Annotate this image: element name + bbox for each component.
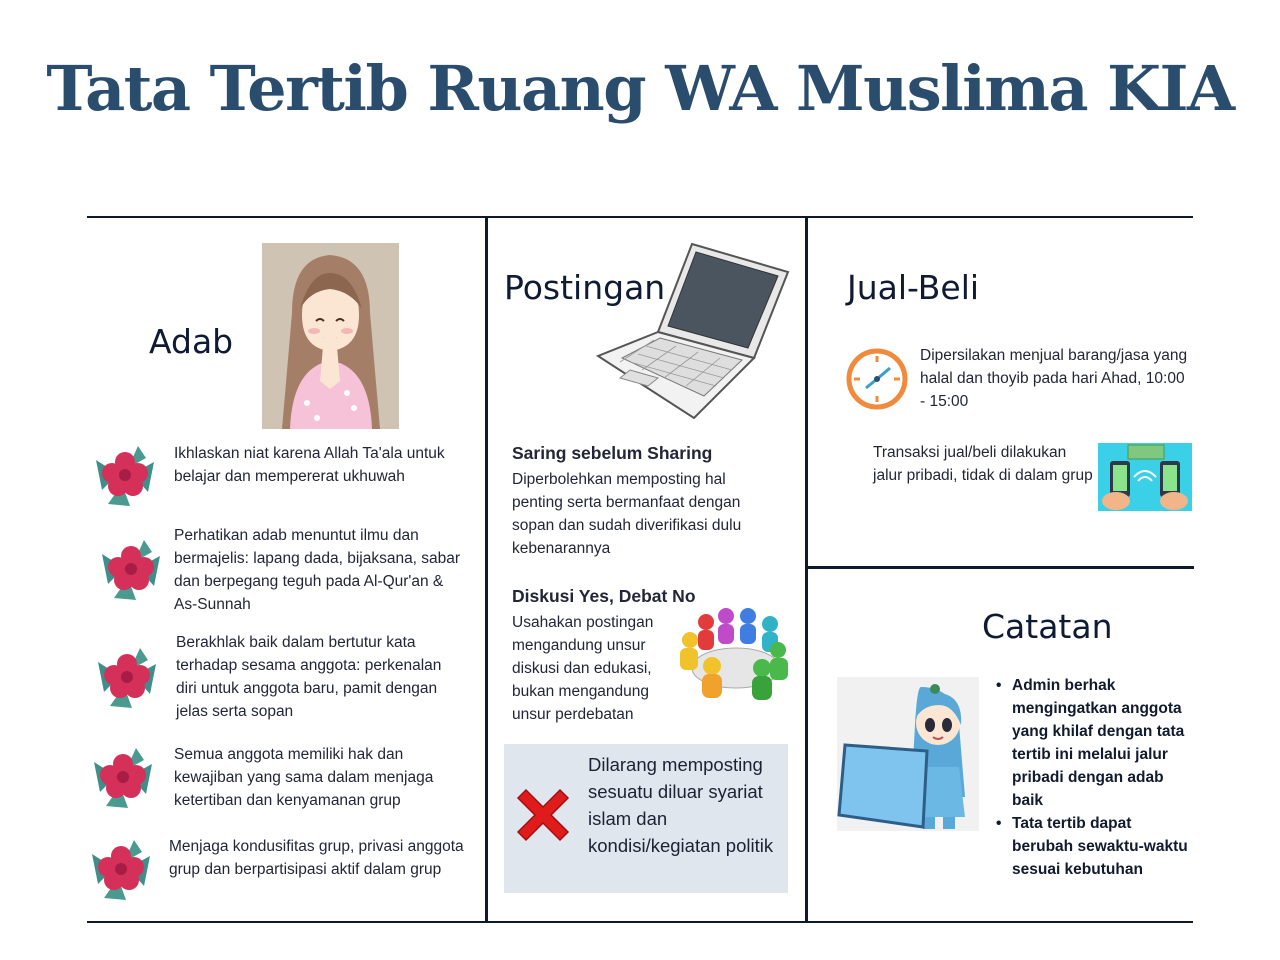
red-x-icon (512, 784, 574, 846)
warning-box (504, 744, 788, 893)
page-title: Tata Tertib Ruang WA Muslima KIA (46, 52, 1234, 125)
adab-item: Ikhlaskan niat karena Allah Ta'ala untuk belajar dan mempererat ukhuwah (174, 445, 445, 485)
laptop-illustration (596, 240, 790, 420)
jual-beli-rule1: Dipersilakan menjual barang/jasa yang halal dan thoyib pada hari Ahad, 10:00 - 15:00 (920, 347, 1188, 410)
postingan-rule2-title: Diskusi Yes, Debat No (512, 586, 696, 606)
phone-payment-icon (1098, 443, 1192, 511)
hijab-girl-sign-illustration (837, 677, 979, 831)
column-divider-left (485, 218, 488, 922)
warning-text: Dilarang memposting sesuatu diluar syariat islam dan kondisi/kegiatan politik (588, 754, 774, 856)
flower-icon (84, 834, 158, 906)
postingan-rule2-text: Usahakan postingan mengandung unsur diskusi dan edukasi, bukan mengandung unsur perdebatan (512, 614, 654, 723)
bottom-divider (87, 921, 1193, 923)
flower-icon (90, 642, 164, 714)
discussion-group-illustration (678, 606, 794, 702)
adab-heading: Adab (149, 322, 234, 361)
catatan-item: • Tata tertib dapat berubah sewaktu-waktu sesuai kebutuhan (996, 812, 1196, 881)
column-divider-right (805, 218, 808, 922)
catatan-item: • Admin berhak mengingatkan anggota yang khilaf dengan tata tertib ini melalui jalur pribadi dengan adab baik (996, 674, 1196, 812)
flower-icon (86, 742, 160, 814)
catatan-heading: Catatan (982, 607, 1113, 646)
adab-item: Berakhlak baik dalam bertutur kata terhadap sesama anggota: perkenalan diri untuk anggota baru, pamit dengan jelas serta sopan (176, 634, 442, 720)
adab-item: Perhatikan adab menuntut ilmu dan bermajelis: lapang dada, bijaksana, sabar dan berpegang teguh pada Al-Qur'an & As-Sunnah (174, 527, 461, 613)
postingan-heading: Postingan (504, 268, 666, 307)
clock-icon (846, 348, 908, 410)
jual-beli-heading: Jual-Beli (847, 268, 980, 307)
postingan-rule1-title: Saring sebelum Sharing (512, 443, 713, 463)
flower-icon (88, 440, 162, 512)
catatan-list (996, 674, 1196, 881)
top-divider (87, 216, 1193, 218)
postingan-rule1-text: Diperbolehkan memposting hal penting serta bermanfaat dengan sopan dan sudah diverifikasi dulu kebenarannya (512, 471, 742, 557)
adab-item: Semua anggota memiliki hak dan kewajiban yang sama dalam menjaga ketertiban dan kenyamanan grup (174, 746, 434, 809)
right-column-divider (807, 566, 1194, 569)
jual-beli-rule2: Transaksi jual/beli dilakukan jalur pribadi, tidak di dalam grup (873, 444, 1093, 484)
adab-item: Menjaga kondusifitas grup, privasi anggota grup dan berpartisipasi aktif dalam grup (169, 838, 464, 878)
flower-icon (94, 534, 168, 606)
hijab-girl-praying-illustration (262, 243, 399, 429)
